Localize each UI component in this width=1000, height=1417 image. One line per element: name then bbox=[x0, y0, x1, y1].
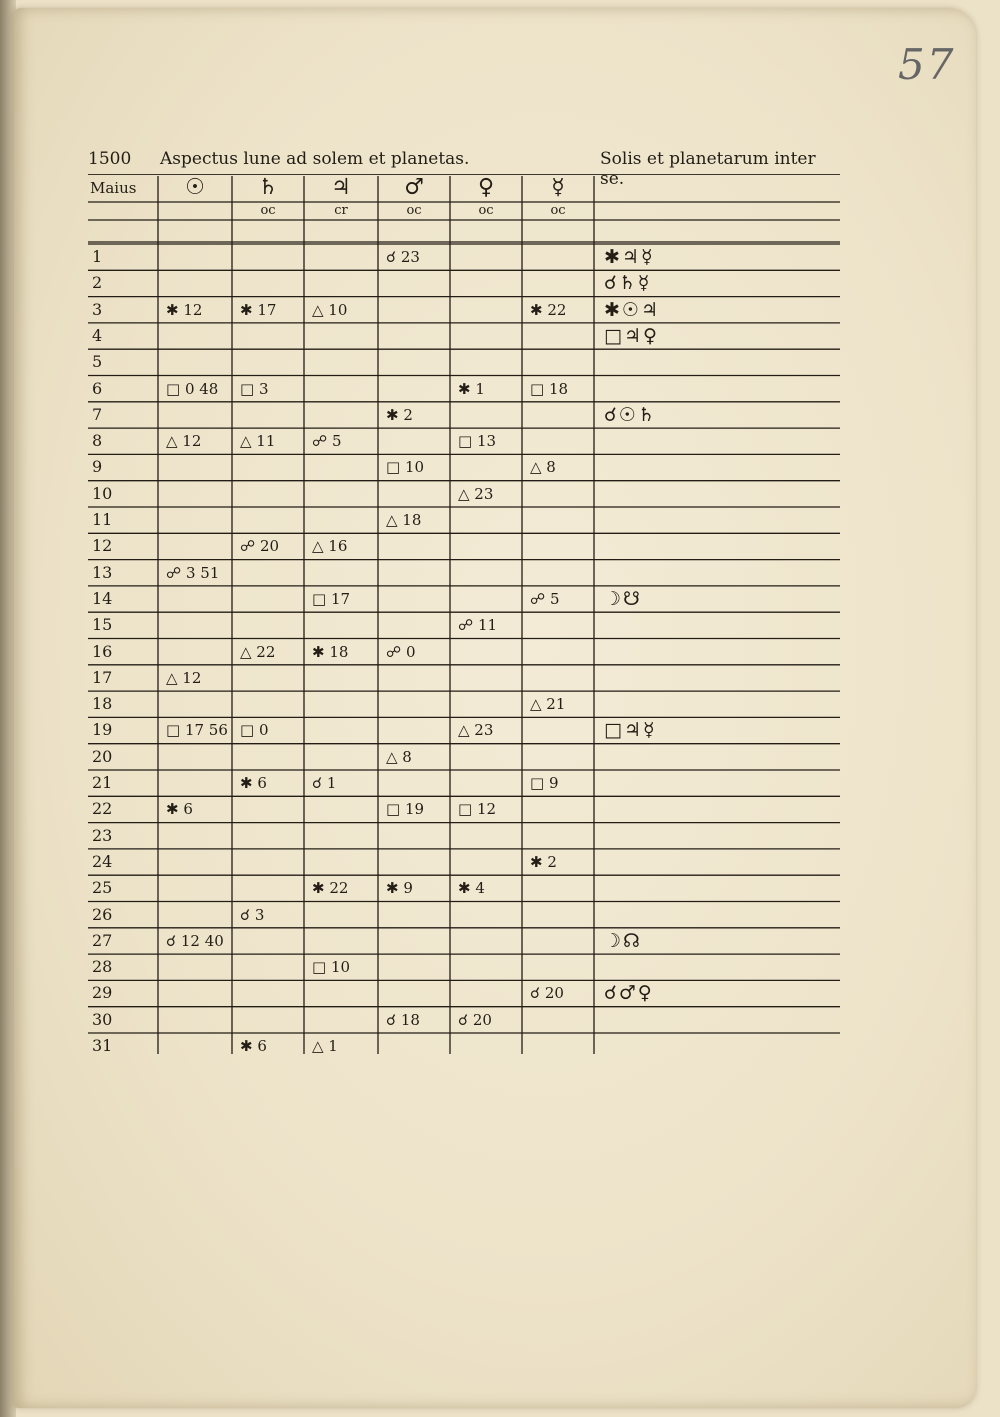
planet-aspect-cell: ✱☉♃ bbox=[604, 298, 660, 321]
day-number: 18 bbox=[92, 694, 113, 714]
aspect-cell bbox=[450, 560, 522, 586]
planet-aspect-cell: ☽☋ bbox=[604, 587, 642, 610]
aspect-cell: ✱ 22 bbox=[312, 879, 349, 898]
aspect-cell bbox=[378, 428, 450, 454]
aspect-cell bbox=[304, 902, 378, 928]
aspect-cell bbox=[158, 691, 232, 717]
aspect-cell bbox=[450, 770, 522, 796]
aspect-cell bbox=[232, 665, 304, 691]
aspect-cell: ✱ 22 bbox=[530, 300, 567, 319]
table-row bbox=[88, 980, 840, 1006]
aspect-cell bbox=[232, 586, 304, 612]
aspect-cell bbox=[450, 691, 522, 717]
column-header: ♄ bbox=[258, 175, 278, 200]
planet-aspect-cell bbox=[604, 823, 834, 849]
table-row bbox=[88, 665, 840, 691]
aspect-cell bbox=[522, 507, 594, 533]
left-title: Aspectus lune ad solem et planetas. bbox=[160, 149, 470, 169]
aspect-cell bbox=[304, 507, 378, 533]
aspect-cell bbox=[450, 902, 522, 928]
aspect-cell bbox=[450, 639, 522, 665]
aspect-cell bbox=[450, 928, 522, 954]
aspect-cell: ☌ 12 40 bbox=[166, 931, 224, 950]
planet-aspect-cell bbox=[604, 1033, 834, 1059]
aspect-cell bbox=[232, 744, 304, 770]
aspect-cell bbox=[158, 744, 232, 770]
aspect-cell: △ 11 bbox=[240, 432, 276, 451]
aspect-cell bbox=[450, 980, 522, 1006]
aspect-cell: □ 0 48 bbox=[166, 379, 219, 398]
planet-aspect-cell bbox=[604, 796, 834, 822]
aspect-cell bbox=[450, 402, 522, 428]
day-number: 14 bbox=[92, 588, 113, 608]
aspect-cell bbox=[158, 586, 232, 612]
aspect-cell bbox=[232, 796, 304, 822]
aspect-cell bbox=[522, 1007, 594, 1033]
aspect-cell bbox=[232, 691, 304, 717]
aspect-cell: □ 13 bbox=[458, 432, 497, 451]
aspect-cell bbox=[378, 323, 450, 349]
aspect-cell bbox=[304, 665, 378, 691]
day-number: 7 bbox=[92, 404, 103, 424]
table-row bbox=[88, 244, 840, 270]
planet-aspect-cell bbox=[604, 481, 834, 507]
aspect-cell: □ 10 bbox=[312, 958, 351, 977]
aspect-cell bbox=[522, 954, 594, 980]
day-number: 31 bbox=[92, 1036, 113, 1055]
aspect-cell: ✱ 6 bbox=[240, 1037, 267, 1055]
aspect-cell bbox=[450, 954, 522, 980]
aspect-cell bbox=[450, 454, 522, 480]
aspect-cell bbox=[158, 849, 232, 875]
table-row bbox=[88, 954, 840, 980]
table-row bbox=[88, 691, 840, 717]
table-row bbox=[88, 928, 840, 954]
planet-aspect-cell bbox=[604, 612, 834, 638]
aspect-cell bbox=[158, 823, 232, 849]
aspect-cell bbox=[304, 928, 378, 954]
aspect-cell: □ 19 bbox=[386, 800, 425, 819]
aspect-cell: △ 10 bbox=[312, 300, 348, 319]
planet-aspect-cell bbox=[604, 507, 834, 533]
planet-aspect-cell bbox=[604, 428, 834, 454]
aspect-cell bbox=[158, 244, 232, 270]
aspect-cell: ✱ 1 bbox=[458, 379, 485, 398]
table-row bbox=[88, 875, 840, 901]
planet-aspect-cell: □♃♀ bbox=[604, 324, 659, 347]
day-number: 17 bbox=[92, 667, 113, 687]
aspect-cell bbox=[522, 665, 594, 691]
aspect-cell bbox=[522, 349, 594, 375]
aspect-cell: △ 1 bbox=[312, 1037, 338, 1055]
aspect-cell bbox=[158, 454, 232, 480]
aspect-cell bbox=[304, 481, 378, 507]
planet-aspect-cell bbox=[604, 639, 834, 665]
aspect-cell: ✱ 6 bbox=[240, 774, 267, 792]
aspect-cell: △ 12 bbox=[166, 668, 202, 687]
aspect-cell bbox=[232, 507, 304, 533]
aspect-cell: □ 9 bbox=[530, 774, 559, 792]
aspect-cell bbox=[450, 586, 522, 612]
day-number: 26 bbox=[92, 904, 113, 924]
table-row bbox=[88, 717, 840, 743]
aspect-cell bbox=[450, 270, 522, 296]
folio-number: 57 bbox=[898, 40, 956, 89]
aspect-cell bbox=[158, 402, 232, 428]
day-number: 25 bbox=[92, 878, 113, 898]
aspect-cell bbox=[522, 481, 594, 507]
aspect-cell bbox=[522, 270, 594, 296]
aspect-cell: ✱ 4 bbox=[458, 879, 485, 898]
aspect-cell bbox=[304, 323, 378, 349]
aspect-cell bbox=[158, 1007, 232, 1033]
aspect-cell bbox=[158, 612, 232, 638]
planet-aspect-cell bbox=[604, 665, 834, 691]
table-row bbox=[88, 902, 840, 928]
aspect-cell: □ 3 bbox=[240, 379, 269, 398]
aspect-cell bbox=[232, 560, 304, 586]
aspect-cell bbox=[304, 717, 378, 743]
aspect-cell: ✱ 12 bbox=[166, 300, 203, 319]
day-number: 28 bbox=[92, 957, 113, 977]
day-number: 11 bbox=[92, 510, 113, 529]
aspect-cell bbox=[522, 796, 594, 822]
planet-aspect-cell bbox=[604, 954, 834, 980]
table-row bbox=[88, 770, 840, 796]
aspect-cell bbox=[522, 928, 594, 954]
column-header: ♃ bbox=[331, 175, 351, 200]
aspect-cell bbox=[378, 560, 450, 586]
aspect-cell bbox=[304, 823, 378, 849]
aspect-cell: ☌ 20 bbox=[458, 1010, 492, 1029]
planet-aspect-cell: ☽☊ bbox=[604, 929, 642, 952]
day-number: 15 bbox=[92, 615, 113, 635]
table-row bbox=[88, 297, 840, 323]
column-subheader: cr bbox=[334, 203, 348, 218]
column-header: ♂ bbox=[404, 175, 424, 200]
planet-aspect-cell: ✱♃☿ bbox=[604, 246, 655, 268]
aspect-cell bbox=[304, 796, 378, 822]
column-header: ♀ bbox=[477, 175, 495, 200]
aspect-cell bbox=[522, 639, 594, 665]
aspect-cell bbox=[304, 612, 378, 638]
day-number: 12 bbox=[92, 536, 113, 556]
aspect-cell bbox=[378, 902, 450, 928]
aspect-cell bbox=[378, 691, 450, 717]
aspect-cell bbox=[522, 823, 594, 849]
aspect-cell bbox=[378, 823, 450, 849]
aspect-cell bbox=[304, 691, 378, 717]
aspect-cell: △ 23 bbox=[458, 721, 494, 740]
aspect-cell: □ 17 bbox=[312, 589, 351, 608]
aspect-cell bbox=[378, 980, 450, 1006]
aspect-cell bbox=[158, 507, 232, 533]
table-row bbox=[88, 349, 840, 375]
aspect-cell bbox=[158, 770, 232, 796]
aspect-cell bbox=[232, 823, 304, 849]
day-number: 19 bbox=[92, 720, 113, 740]
day-number: 16 bbox=[92, 641, 113, 661]
planet-aspect-cell bbox=[604, 376, 834, 402]
column-subheader: oc bbox=[478, 203, 494, 218]
aspect-cell bbox=[378, 533, 450, 559]
aspect-cell bbox=[378, 717, 450, 743]
aspect-cell bbox=[378, 928, 450, 954]
aspect-cell bbox=[232, 402, 304, 428]
aspect-cell bbox=[158, 533, 232, 559]
aspect-cell bbox=[378, 1033, 450, 1059]
aspect-cell bbox=[232, 481, 304, 507]
aspect-cell bbox=[378, 586, 450, 612]
aspect-cell: ✱ 6 bbox=[166, 800, 193, 819]
aspect-cell: ☍ 20 bbox=[240, 537, 280, 556]
table-row bbox=[88, 507, 840, 533]
aspect-cell bbox=[158, 639, 232, 665]
aspect-cell bbox=[232, 1007, 304, 1033]
planet-aspect-cell bbox=[604, 902, 834, 928]
aspect-cell bbox=[450, 507, 522, 533]
day-number: 3 bbox=[92, 299, 103, 319]
aspect-cell bbox=[450, 349, 522, 375]
aspect-cell bbox=[304, 270, 378, 296]
aspect-cell bbox=[378, 954, 450, 980]
right-title: Solis et planetarum inter se. bbox=[600, 149, 816, 189]
planet-aspect-cell bbox=[604, 454, 834, 480]
day-number: 20 bbox=[92, 746, 113, 766]
aspect-cell bbox=[304, 402, 378, 428]
day-number: 10 bbox=[92, 483, 113, 503]
day-number: 5 bbox=[92, 352, 103, 372]
aspect-cell bbox=[522, 402, 594, 428]
planet-aspect-cell: □♃☿ bbox=[604, 719, 657, 742]
planet-aspect-cell bbox=[604, 770, 834, 796]
aspect-cell: △ 8 bbox=[530, 458, 556, 477]
table-row bbox=[88, 612, 840, 638]
aspect-cell bbox=[232, 849, 304, 875]
aspect-cell bbox=[378, 770, 450, 796]
aspect-cell: ☌ 1 bbox=[312, 774, 337, 792]
aspect-cell: □ 0 bbox=[240, 721, 269, 740]
aspect-cell: ☍ 5 bbox=[530, 589, 560, 608]
planet-aspect-cell: ☌♂♀ bbox=[604, 982, 654, 1005]
day-number: 13 bbox=[92, 562, 113, 582]
aspect-cell: ☌ 18 bbox=[386, 1010, 420, 1029]
aspect-cell: □ 17 56 bbox=[166, 721, 228, 740]
column-subheader: oc bbox=[550, 203, 566, 218]
column-subheader: oc bbox=[260, 203, 276, 218]
table-row bbox=[88, 376, 840, 402]
aspect-cell bbox=[378, 270, 450, 296]
aspect-cell bbox=[232, 244, 304, 270]
aspect-cell bbox=[232, 612, 304, 638]
day-number: 29 bbox=[92, 983, 113, 1003]
aspect-cell bbox=[378, 612, 450, 638]
aspect-cell: ✱ 9 bbox=[386, 879, 413, 898]
planet-aspect-cell bbox=[604, 875, 834, 901]
table-row bbox=[88, 1033, 840, 1059]
aspect-cell bbox=[158, 349, 232, 375]
planet-aspect-cell bbox=[604, 691, 834, 717]
day-number: 8 bbox=[92, 431, 103, 451]
aspect-cell bbox=[450, 665, 522, 691]
day-number: 2 bbox=[92, 273, 103, 293]
aspect-cell bbox=[304, 560, 378, 586]
aspect-cell bbox=[378, 665, 450, 691]
aspect-cell bbox=[304, 849, 378, 875]
aspect-cell bbox=[378, 297, 450, 323]
aspect-cell bbox=[158, 270, 232, 296]
aspect-cell bbox=[304, 744, 378, 770]
aspect-cell bbox=[450, 297, 522, 323]
table-row bbox=[88, 454, 840, 480]
aspect-cell: △ 8 bbox=[386, 747, 412, 766]
day-number: 4 bbox=[92, 325, 103, 345]
day-number: 27 bbox=[92, 930, 113, 950]
aspect-cell bbox=[304, 349, 378, 375]
aspect-cell bbox=[450, 744, 522, 770]
aspect-cell bbox=[304, 454, 378, 480]
aspect-cell: ✱ 2 bbox=[530, 852, 557, 871]
aspect-cell bbox=[232, 454, 304, 480]
aspect-cell bbox=[158, 902, 232, 928]
aspect-cell: △ 22 bbox=[240, 642, 276, 661]
aspect-cell: □ 10 bbox=[386, 458, 425, 477]
aspect-cell: □ 12 bbox=[458, 800, 497, 819]
aspect-cell bbox=[522, 533, 594, 559]
table-row bbox=[88, 270, 840, 296]
table-row bbox=[88, 586, 840, 612]
aspect-cell bbox=[522, 1033, 594, 1059]
table-row bbox=[88, 428, 840, 454]
aspect-cell bbox=[232, 270, 304, 296]
day-number: 1 bbox=[92, 247, 103, 266]
aspect-cell bbox=[158, 980, 232, 1006]
aspect-cell bbox=[450, 323, 522, 349]
aspect-cell bbox=[378, 849, 450, 875]
table-row bbox=[88, 796, 840, 822]
column-header: ☿ bbox=[551, 175, 565, 200]
aspect-cell: ☌ 3 bbox=[240, 905, 265, 924]
day-number: 23 bbox=[92, 825, 113, 845]
day-number: 22 bbox=[92, 799, 113, 819]
aspect-cell bbox=[378, 349, 450, 375]
aspect-cell bbox=[450, 823, 522, 849]
table-row bbox=[88, 481, 840, 507]
table-row bbox=[88, 323, 840, 349]
aspect-cell bbox=[522, 323, 594, 349]
planet-aspect-cell bbox=[604, 533, 834, 559]
day-number: 9 bbox=[92, 457, 103, 477]
table-row bbox=[88, 639, 840, 665]
aspect-cell bbox=[522, 612, 594, 638]
aspect-cell bbox=[158, 1033, 232, 1059]
day-number: 30 bbox=[92, 1009, 113, 1029]
aspect-cell: ☍ 3 51 bbox=[166, 563, 220, 582]
column-subheader: oc bbox=[406, 203, 422, 218]
aspect-cell bbox=[304, 1007, 378, 1033]
column-header: ☉ bbox=[185, 175, 205, 200]
aspect-cell bbox=[522, 717, 594, 743]
aspect-cell bbox=[450, 849, 522, 875]
aspect-cell bbox=[522, 560, 594, 586]
year: 1500 bbox=[88, 149, 132, 169]
day-number: 24 bbox=[92, 851, 113, 871]
day-number: 6 bbox=[92, 378, 103, 398]
aspect-cell: △ 16 bbox=[312, 537, 348, 556]
aspect-cell: ✱ 2 bbox=[386, 405, 413, 424]
aspect-cell bbox=[450, 1033, 522, 1059]
aspect-cell bbox=[304, 376, 378, 402]
day-number: 21 bbox=[92, 773, 113, 792]
aspect-cell: △ 23 bbox=[458, 484, 494, 503]
aspect-cell: ✱ 18 bbox=[312, 642, 349, 661]
aspect-cell bbox=[378, 481, 450, 507]
aspect-cell bbox=[232, 928, 304, 954]
planet-aspect-cell bbox=[604, 560, 834, 586]
aspect-cell bbox=[450, 244, 522, 270]
aspect-cell bbox=[158, 481, 232, 507]
planet-aspect-cell bbox=[604, 1007, 834, 1033]
aspect-cell: ☍ 0 bbox=[386, 642, 416, 661]
aspect-cell bbox=[232, 875, 304, 901]
aspect-cell: □ 18 bbox=[530, 379, 569, 398]
aspect-cell bbox=[232, 980, 304, 1006]
aspect-cell bbox=[158, 875, 232, 901]
aspect-cell bbox=[378, 376, 450, 402]
table-row bbox=[88, 744, 840, 770]
aspect-cell bbox=[232, 954, 304, 980]
aspect-cell: ☍ 11 bbox=[458, 616, 498, 635]
planet-aspect-cell: ☌☉♄ bbox=[604, 403, 657, 426]
aspect-cell bbox=[232, 323, 304, 349]
aspect-cell bbox=[522, 428, 594, 454]
table-row bbox=[88, 560, 840, 586]
aspect-cell bbox=[158, 323, 232, 349]
aspect-cell: △ 12 bbox=[166, 432, 202, 451]
aspect-cell: ☌ 20 bbox=[530, 984, 564, 1003]
table-row bbox=[88, 823, 840, 849]
table-row bbox=[88, 1007, 840, 1033]
aspect-cell bbox=[522, 875, 594, 901]
column-header: Maius bbox=[90, 179, 137, 197]
aspect-cell bbox=[522, 244, 594, 270]
aspect-cell bbox=[450, 533, 522, 559]
planet-aspect-cell bbox=[604, 849, 834, 875]
planet-aspect-cell bbox=[604, 349, 834, 375]
aspect-cell: ✱ 17 bbox=[240, 300, 277, 319]
aspect-cell bbox=[304, 980, 378, 1006]
table-row bbox=[88, 402, 840, 428]
aspect-cell: ☍ 5 bbox=[312, 432, 342, 451]
table-row bbox=[88, 849, 840, 875]
aspect-cell: △ 18 bbox=[386, 511, 422, 529]
aspect-cell bbox=[232, 349, 304, 375]
aspect-cell bbox=[158, 954, 232, 980]
aspect-cell: △ 21 bbox=[530, 695, 566, 714]
aspect-cell bbox=[304, 244, 378, 270]
aspect-cell bbox=[522, 902, 594, 928]
planet-aspect-cell: ☌♄☿ bbox=[604, 272, 652, 295]
aspect-cell bbox=[522, 744, 594, 770]
aspect-cell: ☌ 23 bbox=[386, 248, 420, 266]
table-row bbox=[88, 533, 840, 559]
planet-aspect-cell bbox=[604, 744, 834, 770]
